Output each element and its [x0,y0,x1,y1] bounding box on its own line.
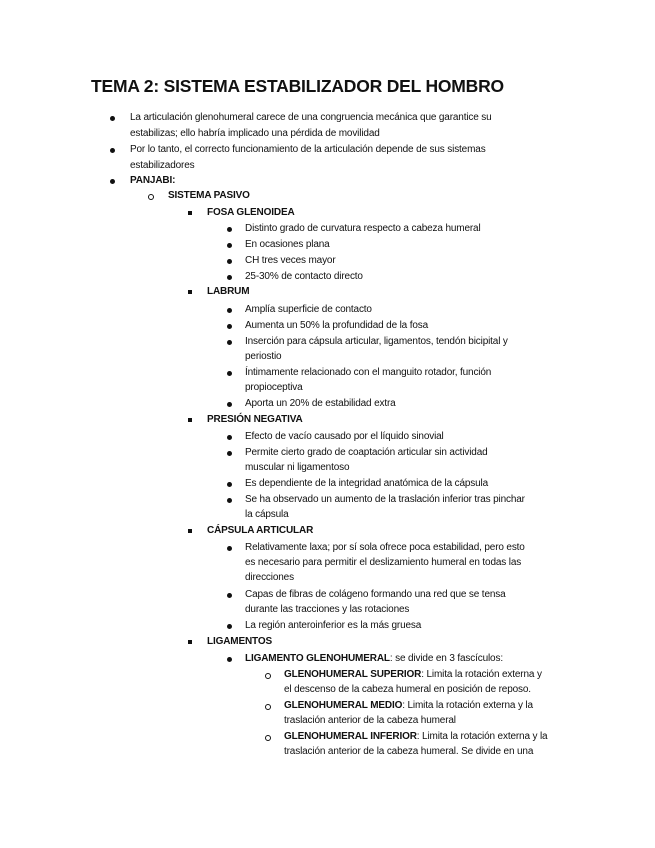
circle-bullet-icon [148,194,154,200]
bullet-icon [227,593,232,598]
fosa-item: 25-30% de contacto directo [245,271,363,282]
square-bullet-icon [188,529,192,533]
presion-item-cont: la cápsula [245,509,289,520]
ligamento-glenohumeral-label: LIGAMENTO GLENOHUMERAL [245,653,390,664]
labrum-item-cont: propioceptiva [245,382,303,393]
bullet-icon [227,308,232,313]
capsula-item-cont: es necesario para permitir el deslizamiento humeral en todas las [245,557,522,568]
bullet-icon [110,148,115,153]
intro-2-line-2: estabilizadores [130,160,195,171]
capsula-item: La región anteroinferior es la más gruesa [245,620,422,631]
capsula-item-cont: durante las tracciones y las rotaciones [245,604,410,615]
intro-1-line-1: La articulación glenohumeral carece de una congruencia mecánica que garantice su [130,112,492,123]
ligamento-glenohumeral [245,653,503,665]
bullet-icon [227,243,232,248]
subitem-label: GLENOHUMERAL MEDIO [284,700,403,711]
subitem-label: GLENOHUMERAL INFERIOR [284,731,417,742]
bullet-icon [227,227,232,232]
presion-item: Efecto de vacío causado por el líquido sinovial [245,431,444,442]
subitem-text: : Limita la rotación externa y [421,669,542,680]
sistema-pasivo-heading: SISTEMA PASIVO [168,190,250,201]
presion-item-cont: muscular ni ligamentoso [245,462,350,473]
square-bullet-icon [188,640,192,644]
fosa-item: CH tres veces mayor [245,255,336,266]
page-title: TEMA 2: SISTEMA ESTABILIZADOR DEL HOMBRO [91,76,504,96]
presion-item: Es dependiente de la integridad anatómica de la cápsula [245,478,489,489]
glenohumeral-inferior [284,731,547,743]
labrum-item: Amplía superficie de contacto [245,304,372,315]
subitem-text: : Limita la rotación externa y la [402,700,533,711]
glenohumeral-superior-cont: el descenso de la cabeza humeral en posición de reposo. [284,684,531,695]
intro-2-line-1: Por lo tanto, el correcto funcionamiento de la articulación depende de sus sistemas [130,144,486,155]
fosa-heading: FOSA GLENOIDEA [207,207,295,218]
circle-bullet-icon [265,735,271,741]
bullet-icon [227,482,232,487]
bullet-icon [227,435,232,440]
bullet-icon [227,259,232,264]
bullet-icon [227,451,232,456]
square-bullet-icon [188,418,192,422]
bullet-icon [110,116,115,121]
bullet-icon [227,402,232,407]
bullet-icon [227,624,232,629]
bullet-icon [227,657,232,662]
labrum-item: Íntimamente relacionado con el manguito rotador, función [245,367,492,378]
bullet-icon [227,340,232,345]
subitem-label: GLENOHUMERAL SUPERIOR [284,669,422,680]
glenohumeral-inferior-cont: traslación anterior de la cabeza humeral. Se divide en una [284,746,534,757]
presion-heading: PRESIÓN NEGATIVA [207,414,303,425]
capsula-item: Capas de fibras de colágeno formando una red que se tensa [245,589,506,600]
square-bullet-icon [188,290,192,294]
capsula-item-cont: direcciones [245,572,294,583]
labrum-item: Aporta un 20% de estabilidad extra [245,398,396,409]
bullet-icon [227,275,232,280]
glenohumeral-superior [284,669,542,681]
ligamentos-heading: LIGAMENTOS [207,636,272,647]
glenohumeral-medio-cont: traslación anterior de la cabeza humeral [284,715,456,726]
ligamento-glenohumeral-text: : se divide en 3 fascículos: [389,653,503,664]
bullet-icon [110,179,115,184]
fosa-item: En ocasiones plana [245,239,330,250]
panjabi-heading: PANJABI: [130,175,176,186]
square-bullet-icon [188,211,192,215]
presion-item: Permite cierto grado de coaptación articular sin actividad [245,447,488,458]
bullet-icon [227,371,232,376]
bullet-icon [227,546,232,551]
capsula-item: Relativamente laxa; por sí sola ofrece poca estabilidad, pero esto [245,542,525,553]
glenohumeral-medio [284,700,533,712]
bullet-icon [227,498,232,503]
labrum-item: Aumenta un 50% la profundidad de la fosa [245,320,429,331]
bullet-icon [227,324,232,329]
circle-bullet-icon [265,704,271,710]
intro-1-line-2: estabilizas; ello habría implicado una pérdida de movilidad [130,128,380,139]
labrum-item-cont: periostio [245,351,282,362]
presion-item: Se ha observado un aumento de la traslación inferior tras pinchar [245,494,525,505]
capsula-heading: CÁPSULA ARTICULAR [207,525,314,536]
subitem-text: : Limita la rotación externa y la [416,731,548,742]
circle-bullet-icon [265,673,271,679]
labrum-item: Inserción para cápsula articular, ligamentos, tendón bicipital y [245,336,508,347]
fosa-item: Distinto grado de curvatura respecto a cabeza humeral [245,223,481,234]
labrum-heading: LABRUM [207,286,250,297]
